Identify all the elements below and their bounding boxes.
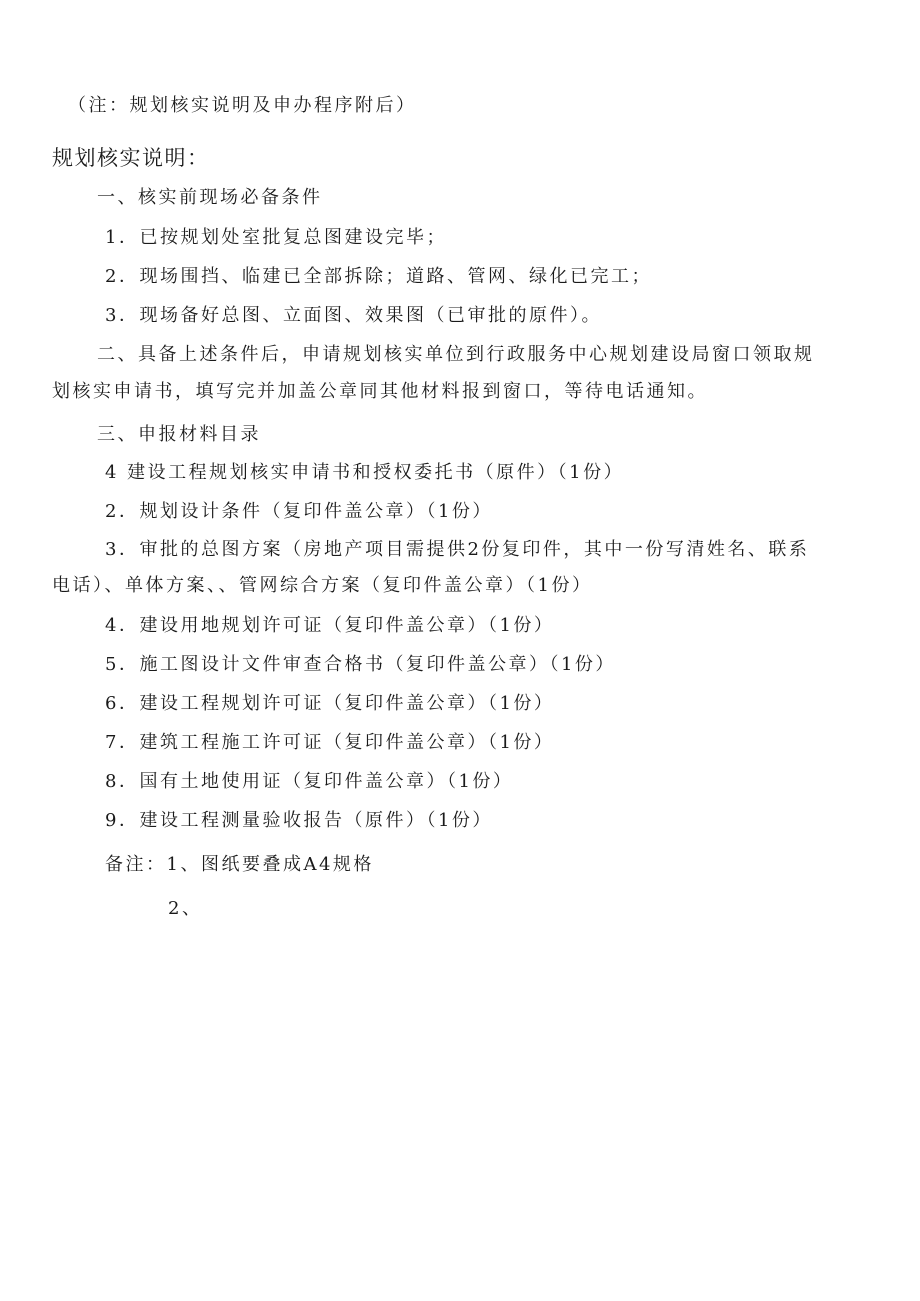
material-item-4: 4．建设用地规划许可证（复印件盖公章）（1份） bbox=[105, 615, 555, 636]
material-item-9: 9．建设工程测量验收报告（原件）（1份） bbox=[105, 810, 493, 831]
section-1-item-3: 3．现场备好总图、立面图、效果图（已审批的原件）。 bbox=[105, 305, 602, 326]
material-item-8: 8．国有土地使用证（复印件盖公章）（1份） bbox=[105, 771, 514, 792]
section-2-line-2: 划核实申请书，填写完并加盖公章同其他材料报到窗口，等待电话通知。 bbox=[52, 381, 708, 402]
remarks-line-2: 2、 bbox=[168, 898, 203, 919]
note-line: （注：规划核实说明及申办程序附后） bbox=[68, 95, 417, 116]
section-1-title: 一、核实前现场必备条件 bbox=[97, 187, 323, 208]
section-2-line-1: 二、具备上述条件后，申请规划核实单位到行政服务中心规划建设局窗口领取规 bbox=[97, 344, 815, 365]
section-1-item-2: 2．现场围挡、临建已全部拆除；道路、管网、绿化已完工； bbox=[105, 266, 652, 287]
material-item-5: 5．施工图设计文件审查合格书（复印件盖公章）（1份） bbox=[105, 654, 616, 675]
material-item-7: 7．建筑工程施工许可证（复印件盖公章）（1份） bbox=[105, 732, 555, 753]
material-item-3: 3．审批的总图方案（房地产项目需提供2份复印件，其中一份写清姓名、联系 bbox=[105, 539, 810, 560]
page-heading: 规划核实说明： bbox=[52, 146, 210, 170]
remarks-line-1: 备注：1、图纸要叠成A4规格 bbox=[105, 854, 374, 875]
material-item-1: 4 建设工程规划核实申请书和授权委托书（原件）（1份） bbox=[105, 462, 625, 483]
material-item-2: 2．规划设计条件（复印件盖公章）（1份） bbox=[105, 501, 493, 522]
section-1-item-1: 1．已按规划处室批复总图建设完毕； bbox=[105, 227, 447, 248]
section-3-title: 三、申报材料目录 bbox=[97, 424, 261, 445]
material-item-6: 6．建设工程规划许可证（复印件盖公章）（1份） bbox=[105, 693, 555, 714]
material-item-3-continued: 电话）、单体方案、、管网综合方案（复印件盖公章）（1份） bbox=[52, 575, 593, 596]
